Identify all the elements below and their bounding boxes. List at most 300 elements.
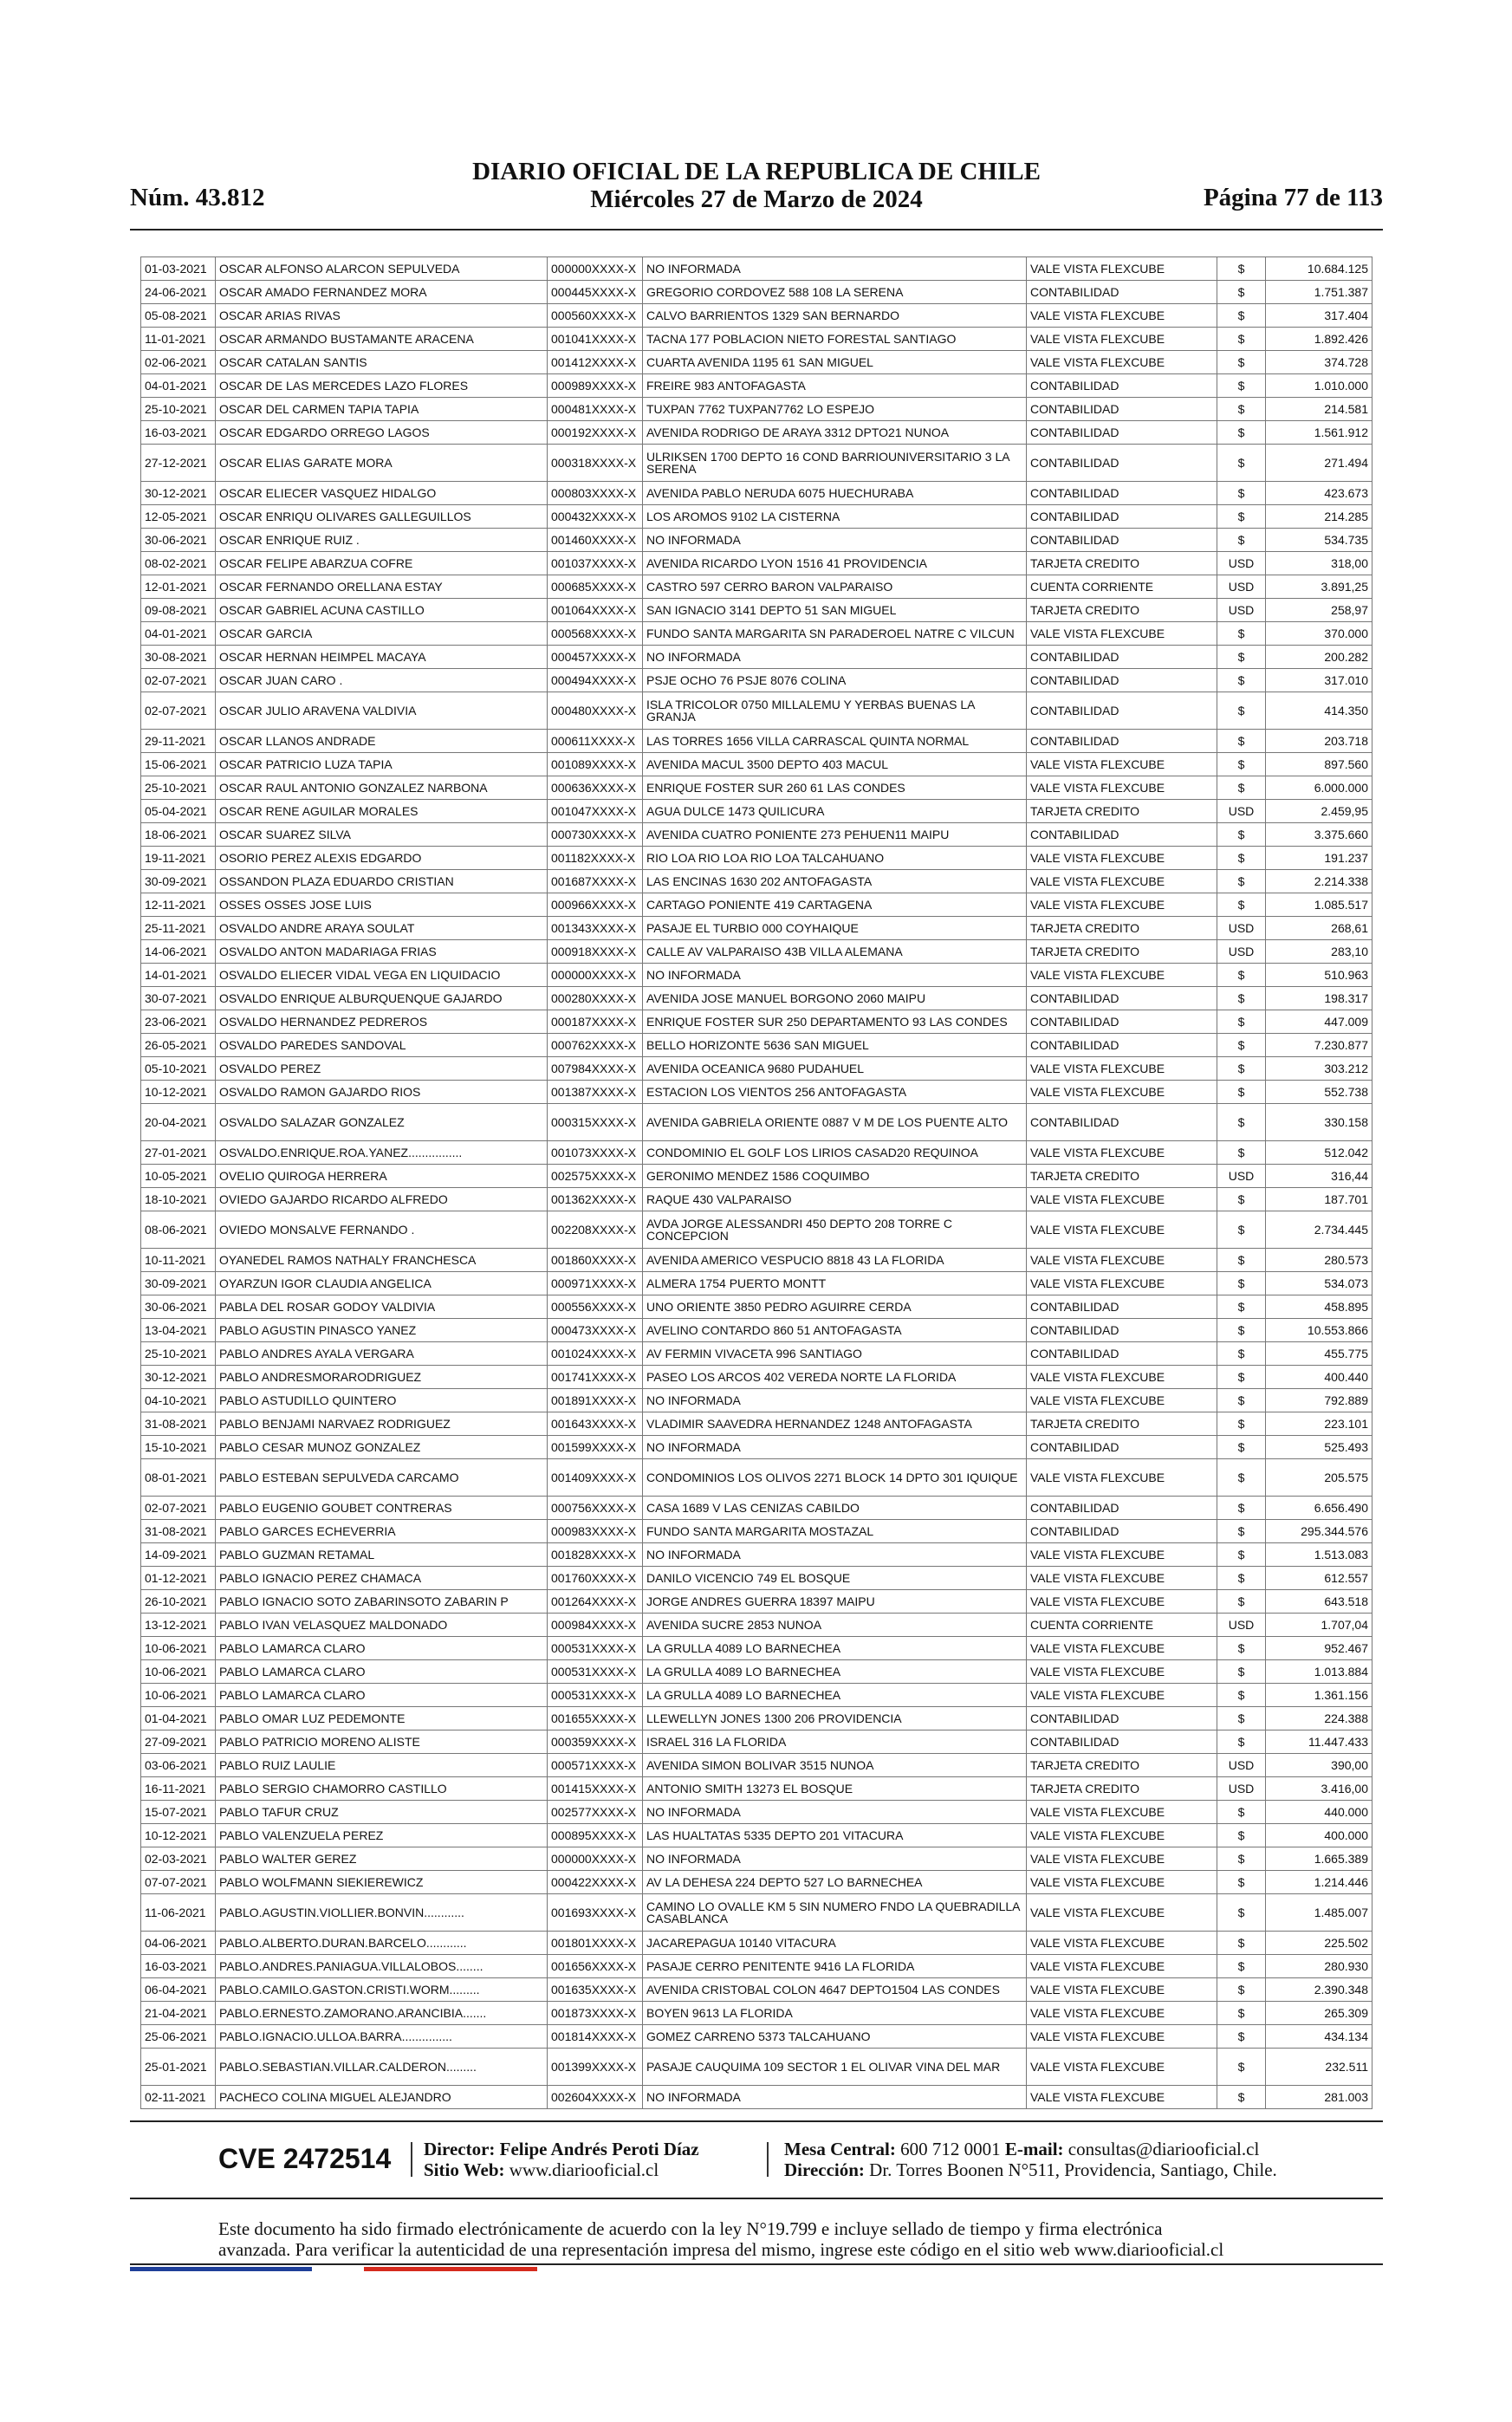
cell-date: 14-01-2021 [141, 964, 216, 987]
cell-amount: 952.467 [1266, 1637, 1372, 1660]
table-row [141, 304, 1372, 328]
cell-amount: 1.513.083 [1266, 1543, 1372, 1567]
cell-rut: 002208XXXX-X [548, 1211, 643, 1249]
cell-currency: $ [1217, 1543, 1266, 1567]
footer-top-rule [130, 2120, 1383, 2122]
page-header [130, 158, 1383, 218]
cell-name: OVELIO QUIROGA HERRERA [216, 1165, 548, 1188]
cell-currency: $ [1217, 1141, 1266, 1165]
cell-name: PABLO GUZMAN RETAMAL [216, 1543, 548, 1567]
director-label: Director: [424, 2139, 496, 2159]
cell-name: OSVALDO RAMON GAJARDO RIOS [216, 1081, 548, 1104]
table-row [141, 1754, 1372, 1777]
cell-payment-type: CONTABILIDAD [1027, 421, 1217, 445]
cell-currency: $ [1217, 1319, 1266, 1342]
cell-name: PABLO OMAR LUZ PEDEMONTE [216, 1707, 548, 1730]
cell-payment-type: VALE VISTA FLEXCUBE [1027, 1894, 1217, 1932]
cell-amount: 198.317 [1266, 987, 1372, 1010]
cell-amount: 1.013.884 [1266, 1660, 1372, 1684]
cell-currency: $ [1217, 646, 1266, 669]
cell-name: OSCAR DE LAS MERCEDES LAZO FLORES [216, 374, 548, 398]
cell-date: 04-01-2021 [141, 622, 216, 646]
cell-payment-type: VALE VISTA FLEXCUBE [1027, 1459, 1217, 1497]
cell-rut: 007984XXXX-X [548, 1057, 643, 1081]
cell-rut: 001873XXXX-X [548, 2002, 643, 2025]
cell-rut: 000762XXXX-X [548, 1034, 643, 1057]
table-row [141, 1295, 1372, 1319]
cell-date: 30-08-2021 [141, 646, 216, 669]
masthead [130, 158, 1383, 213]
cell-amount: 612.557 [1266, 1567, 1372, 1590]
site-label: Sitio Web: [424, 2159, 505, 2180]
footer-mid-rule [130, 2198, 1383, 2199]
cell-payment-type: VALE VISTA FLEXCUBE [1027, 776, 1217, 800]
cell-payment-type: TARJETA CREDITO [1027, 1412, 1217, 1436]
cell-rut: 000730XXXX-X [548, 823, 643, 847]
cell-date: 08-01-2021 [141, 1459, 216, 1497]
cell-payment-type: VALE VISTA FLEXCUBE [1027, 622, 1217, 646]
table-row [141, 1543, 1372, 1567]
cell-name: OSVALDO ANDRE ARAYA SOULAT [216, 917, 548, 940]
cell-rut: 001460XXXX-X [548, 529, 643, 552]
cell-name: OSCAR FELIPE ABARZUA COFRE [216, 552, 548, 575]
cell-date: 10-12-2021 [141, 1081, 216, 1104]
footer-divider [411, 2142, 412, 2177]
cell-name: OSCAR RENE AGUILAR MORALES [216, 800, 548, 823]
cell-payment-type: CONTABILIDAD [1027, 281, 1217, 304]
table-row [141, 1777, 1372, 1801]
cell-amount: 10.553.866 [1266, 1319, 1372, 1342]
cell-name: OSCAR DEL CARMEN TAPIA TAPIA [216, 398, 548, 421]
table-row [141, 1894, 1372, 1932]
cell-address: AVENIDA SUCRE 2853 NUNOA [643, 1614, 1027, 1637]
cell-address: LA GRULLA 4089 LO BARNECHEA [643, 1660, 1027, 1684]
cell-payment-type: VALE VISTA FLEXCUBE [1027, 847, 1217, 870]
table-row [141, 1520, 1372, 1543]
cell-name: PABLO BENJAMI NARVAEZ RODRIGUEZ [216, 1412, 548, 1436]
notice-line: Este documento ha sido firmado electrónicamente de acuerdo con la ley N°19.799 e incluye sellado de tiempo y firma electrónica [218, 2218, 1163, 2239]
cell-rut: 001599XXXX-X [548, 1436, 643, 1459]
cell-payment-type: VALE VISTA FLEXCUBE [1027, 2086, 1217, 2109]
cell-payment-type: VALE VISTA FLEXCUBE [1027, 1366, 1217, 1389]
cell-payment-type: CONTABILIDAD [1027, 374, 1217, 398]
page-indicator: Página 77 de 113 [1203, 184, 1383, 211]
flag-stripe-white [312, 2267, 364, 2271]
cell-address: AVENIDA MACUL 3500 DEPTO 403 MACUL [643, 753, 1027, 776]
cell-payment-type: TARJETA CREDITO [1027, 800, 1217, 823]
table-row [141, 575, 1372, 599]
flag-stripe-red [364, 2267, 537, 2271]
cell-rut: 000984XXXX-X [548, 1614, 643, 1637]
cell-amount: 458.895 [1266, 1295, 1372, 1319]
cell-amount: 7.230.877 [1266, 1034, 1372, 1057]
cell-currency: $ [1217, 870, 1266, 893]
cell-currency: USD [1217, 575, 1266, 599]
cell-name: PABLO WOLFMANN SIEKIEREWICZ [216, 1871, 548, 1894]
cell-currency: $ [1217, 505, 1266, 529]
table-row [141, 823, 1372, 847]
cell-currency: $ [1217, 964, 1266, 987]
cell-name: PABLO.IGNACIO.ULLOA.BARRA............... [216, 2025, 548, 2049]
cell-payment-type: TARJETA CREDITO [1027, 552, 1217, 575]
cell-date: 16-03-2021 [141, 1955, 216, 1978]
cell-date: 31-08-2021 [141, 1520, 216, 1543]
table-row [141, 505, 1372, 529]
cell-currency: $ [1217, 2086, 1266, 2109]
cell-payment-type: TARJETA CREDITO [1027, 1754, 1217, 1777]
table-row [141, 1389, 1372, 1412]
cell-rut: 000315XXXX-X [548, 1104, 643, 1141]
cell-name: OSVALDO ENRIQUE ALBURQUENQUE GAJARDO [216, 987, 548, 1010]
cell-name: OSCAR ALFONSO ALARCON SEPULVEDA [216, 257, 548, 281]
cell-address: NO INFORMADA [643, 1436, 1027, 1459]
cell-date: 02-03-2021 [141, 1847, 216, 1871]
issue-number: Núm. 43.812 [130, 184, 265, 211]
table-row [141, 2086, 1372, 2109]
cell-currency: $ [1217, 753, 1266, 776]
table-row [141, 1955, 1372, 1978]
table-row [141, 1567, 1372, 1590]
cell-name: OSCAR ELIECER VASQUEZ HIDALGO [216, 482, 548, 505]
table-row [141, 2049, 1372, 2086]
cell-date: 18-06-2021 [141, 823, 216, 847]
cell-name: OSVALDO HERNANDEZ PEDREROS [216, 1010, 548, 1034]
table-row [141, 1871, 1372, 1894]
cell-payment-type: VALE VISTA FLEXCUBE [1027, 1978, 1217, 2002]
cell-date: 30-12-2021 [141, 482, 216, 505]
cell-address: AVENIDA AMERICO VESPUCIO 8818 43 LA FLORIDA [643, 1249, 1027, 1272]
cell-amount: 400.440 [1266, 1366, 1372, 1389]
cell-name: PABLO SERGIO CHAMORRO CASTILLO [216, 1777, 548, 1801]
cell-payment-type: VALE VISTA FLEXCUBE [1027, 1684, 1217, 1707]
cell-name: OSCAR CATALAN SANTIS [216, 351, 548, 374]
cell-amount: 423.673 [1266, 482, 1372, 505]
cell-name: OSCAR JULIO ARAVENA VALDIVIA [216, 692, 548, 730]
flag-stripe-blue [130, 2267, 312, 2271]
cell-name: PABLO WALTER GEREZ [216, 1847, 548, 1871]
cell-amount: 11.447.433 [1266, 1730, 1372, 1754]
cell-date: 24-06-2021 [141, 281, 216, 304]
cell-payment-type: CONTABILIDAD [1027, 1010, 1217, 1034]
cell-payment-type: CONTABILIDAD [1027, 1520, 1217, 1543]
cell-rut: 000422XXXX-X [548, 1871, 643, 1894]
cell-name: OVIEDO MONSALVE FERNANDO . [216, 1211, 548, 1249]
table-row [141, 552, 1372, 575]
cell-address: AGUA DULCE 1473 QUILICURA [643, 800, 1027, 823]
cell-amount: 223.101 [1266, 1412, 1372, 1436]
cell-date: 10-06-2021 [141, 1660, 216, 1684]
cell-payment-type: VALE VISTA FLEXCUBE [1027, 753, 1217, 776]
cell-currency: $ [1217, 1978, 1266, 2002]
cell-rut: 000531XXXX-X [548, 1660, 643, 1684]
cell-date: 15-07-2021 [141, 1801, 216, 1824]
cell-date: 30-09-2021 [141, 870, 216, 893]
cell-name: OSVALDO PAREDES SANDOVAL [216, 1034, 548, 1057]
cell-rut: 001693XXXX-X [548, 1894, 643, 1932]
cell-name: PABLO.ALBERTO.DURAN.BARCELO............ [216, 1932, 548, 1955]
cell-name: PABLO ESTEBAN SEPULVEDA CARCAMO [216, 1459, 548, 1497]
cell-rut: 001760XXXX-X [548, 1567, 643, 1590]
cell-amount: 414.350 [1266, 692, 1372, 730]
email-label: E-mail: [1004, 2139, 1064, 2159]
cell-date: 11-01-2021 [141, 328, 216, 351]
table-row [141, 1141, 1372, 1165]
cell-payment-type: CONTABILIDAD [1027, 1342, 1217, 1366]
cell-date: 02-06-2021 [141, 351, 216, 374]
cell-address: FUNDO SANTA MARGARITA SN PARADEROEL NATRE C VILCUN [643, 622, 1027, 646]
cell-payment-type: VALE VISTA FLEXCUBE [1027, 1824, 1217, 1847]
cell-address: ISRAEL 316 LA FLORIDA [643, 1730, 1027, 1754]
cell-address: LAS HUALTATAS 5335 DEPTO 201 VITACURA [643, 1824, 1027, 1847]
cell-currency: $ [1217, 1366, 1266, 1389]
cell-amount: 318,00 [1266, 552, 1372, 575]
cell-date: 04-01-2021 [141, 374, 216, 398]
cell-rut: 001343XXXX-X [548, 917, 643, 940]
cell-address: NO INFORMADA [643, 646, 1027, 669]
table-row [141, 800, 1372, 823]
cell-name: OSSES OSSES JOSE LUIS [216, 893, 548, 917]
cell-amount: 510.963 [1266, 964, 1372, 987]
cell-date: 19-11-2021 [141, 847, 216, 870]
cell-address: PASEO LOS ARCOS 402 VEREDA NORTE LA FLORIDA [643, 1366, 1027, 1389]
cell-address: ENRIQUE FOSTER SUR 250 DEPARTAMENTO 93 LAS CONDES [643, 1010, 1027, 1034]
cell-payment-type: VALE VISTA FLEXCUBE [1027, 351, 1217, 374]
cell-payment-type: VALE VISTA FLEXCUBE [1027, 893, 1217, 917]
cell-date: 01-03-2021 [141, 257, 216, 281]
cell-date: 25-06-2021 [141, 2025, 216, 2049]
cell-currency: $ [1217, 1660, 1266, 1684]
cell-date: 25-10-2021 [141, 398, 216, 421]
cell-name: OSVALDO ANTON MADARIAGA FRIAS [216, 940, 548, 964]
cell-name: PABLO TAFUR CRUZ [216, 1801, 548, 1824]
cell-address: AVENIDA JOSE MANUEL BORGONO 2060 MAIPU [643, 987, 1027, 1010]
cell-amount: 225.502 [1266, 1932, 1372, 1955]
cell-amount: 1.485.007 [1266, 1894, 1372, 1932]
cell-currency: $ [1217, 482, 1266, 505]
table-row [141, 1104, 1372, 1141]
cell-currency: USD [1217, 599, 1266, 622]
cell-name: PABLA DEL ROSAR GODOY VALDIVIA [216, 1295, 548, 1319]
table-row [141, 1847, 1372, 1871]
cell-name: PABLO ASTUDILLO QUINTERO [216, 1389, 548, 1412]
cell-amount: 2.734.445 [1266, 1211, 1372, 1249]
cell-name: OSCAR GABRIEL ACUNA CASTILLO [216, 599, 548, 622]
cell-rut: 000445XXXX-X [548, 281, 643, 304]
cell-address: NO INFORMADA [643, 257, 1027, 281]
cell-name: OSCAR ENRIQU OLIVARES GALLEGUILLOS [216, 505, 548, 529]
cell-amount: 1.561.912 [1266, 421, 1372, 445]
table-row [141, 1412, 1372, 1436]
cell-currency: $ [1217, 847, 1266, 870]
cell-amount: 271.494 [1266, 445, 1372, 482]
cell-amount: 1.751.387 [1266, 281, 1372, 304]
table-row [141, 1824, 1372, 1847]
cell-address: DANILO VICENCIO 749 EL BOSQUE [643, 1567, 1027, 1590]
cell-date: 13-12-2021 [141, 1614, 216, 1637]
cell-rut: 002575XXXX-X [548, 1165, 643, 1188]
cell-currency: $ [1217, 529, 1266, 552]
cell-date: 12-01-2021 [141, 575, 216, 599]
cell-rut: 001828XXXX-X [548, 1543, 643, 1567]
cell-name: PABLO IVAN VELASQUEZ MALDONADO [216, 1614, 548, 1637]
cell-currency: $ [1217, 304, 1266, 328]
email-link[interactable]: consultas@diariooficial.cl [1067, 2139, 1260, 2159]
cell-rut: 000531XXXX-X [548, 1684, 643, 1707]
cell-amount: 2.390.348 [1266, 1978, 1372, 2002]
cell-address: AVENIDA RICARDO LYON 1516 41 PROVIDENCIA [643, 552, 1027, 575]
cell-address: LA GRULLA 4089 LO BARNECHEA [643, 1684, 1027, 1707]
cell-address: PASAJE EL TURBIO 000 COYHAIQUE [643, 917, 1027, 940]
cell-address: RIO LOA RIO LOA RIO LOA TALCAHUANO [643, 847, 1027, 870]
cell-date: 20-04-2021 [141, 1104, 216, 1141]
cell-name: OSCAR GARCIA [216, 622, 548, 646]
cell-name: OSCAR RAUL ANTONIO GONZALEZ NARBONA [216, 776, 548, 800]
cell-amount: 330.158 [1266, 1104, 1372, 1141]
table-row [141, 328, 1372, 351]
cell-rut: 001409XXXX-X [548, 1459, 643, 1497]
cell-payment-type: VALE VISTA FLEXCUBE [1027, 1249, 1217, 1272]
cell-payment-type: CUENTA CORRIENTE [1027, 1614, 1217, 1637]
cve-code: CVE 2472514 [218, 2143, 392, 2174]
cell-rut: 000636XXXX-X [548, 776, 643, 800]
cell-currency: $ [1217, 1389, 1266, 1412]
cell-amount: 295.344.576 [1266, 1520, 1372, 1543]
cell-amount: 1.010.000 [1266, 374, 1372, 398]
cell-rut: 000571XXXX-X [548, 1754, 643, 1777]
cell-currency: $ [1217, 1342, 1266, 1366]
cell-address: CONDOMINIOS LOS OLIVOS 2271 BLOCK 14 DPTO 301 IQUIQUE [643, 1459, 1027, 1497]
cell-date: 10-05-2021 [141, 1165, 216, 1188]
cell-currency: $ [1217, 692, 1266, 730]
address-label: Dirección: [784, 2159, 865, 2180]
cell-name: PABLO LAMARCA CLARO [216, 1660, 548, 1684]
cell-address: AV LA DEHESA 224 DEPTO 527 LO BARNECHEA [643, 1871, 1027, 1894]
table-row [141, 893, 1372, 917]
cell-amount: 200.282 [1266, 646, 1372, 669]
cell-rut: 000494XXXX-X [548, 669, 643, 692]
table-row [141, 847, 1372, 870]
cell-date: 16-03-2021 [141, 421, 216, 445]
cell-rut: 001801XXXX-X [548, 1932, 643, 1955]
cell-date: 05-10-2021 [141, 1057, 216, 1081]
cell-date: 08-06-2021 [141, 1211, 216, 1249]
cell-name: OSVALDO SALAZAR GONZALEZ [216, 1104, 548, 1141]
notice-line: avanzada. Para verificar la autenticidad de una representación impresa del mismo, ingrese este código en el sitio web www.diariooficial.cl [218, 2239, 1224, 2260]
cell-amount: 390,00 [1266, 1754, 1372, 1777]
cell-date: 11-06-2021 [141, 1894, 216, 1932]
cell-payment-type: VALE VISTA FLEXCUBE [1027, 2049, 1217, 2086]
header-rule [130, 229, 1383, 231]
table-row [141, 482, 1372, 505]
cell-name: PABLO.AGUSTIN.VIOLLIER.BONVIN............ [216, 1894, 548, 1932]
cell-address: NO INFORMADA [643, 1543, 1027, 1567]
cell-date: 10-06-2021 [141, 1684, 216, 1707]
cell-currency: $ [1217, 823, 1266, 847]
cell-payment-type: CONTABILIDAD [1027, 987, 1217, 1010]
cell-rut: 000966XXXX-X [548, 893, 643, 917]
table-row [141, 692, 1372, 730]
cell-currency: $ [1217, 622, 1266, 646]
table-row [141, 529, 1372, 552]
cell-name: OSCAR PATRICIO LUZA TAPIA [216, 753, 548, 776]
publication-date: Miércoles 27 de Marzo de 2024 [590, 185, 923, 213]
cell-date: 05-08-2021 [141, 304, 216, 328]
cell-currency: $ [1217, 1295, 1266, 1319]
cell-payment-type: VALE VISTA FLEXCUBE [1027, 1637, 1217, 1660]
cell-name: PABLO RUIZ LAULIE [216, 1754, 548, 1777]
cell-date: 27-09-2021 [141, 1730, 216, 1754]
cell-address: PSJE OCHO 76 PSJE 8076 COLINA [643, 669, 1027, 692]
cell-currency: $ [1217, 1801, 1266, 1824]
cell-amount: 1.892.426 [1266, 328, 1372, 351]
cell-name: PABLO.SEBASTIAN.VILLAR.CALDERON......... [216, 2049, 548, 2086]
cell-payment-type: VALE VISTA FLEXCUBE [1027, 1590, 1217, 1614]
cell-payment-type: CONTABILIDAD [1027, 505, 1217, 529]
cell-amount: 447.009 [1266, 1010, 1372, 1034]
cell-amount: 6.656.490 [1266, 1497, 1372, 1520]
cell-rut: 000000XXXX-X [548, 1847, 643, 1871]
cell-payment-type: CONTABILIDAD [1027, 1034, 1217, 1057]
cell-payment-type: CONTABILIDAD [1027, 646, 1217, 669]
cell-amount: 792.889 [1266, 1389, 1372, 1412]
cell-date: 10-12-2021 [141, 1824, 216, 1847]
cell-date: 14-06-2021 [141, 940, 216, 964]
cell-amount: 3.375.660 [1266, 823, 1372, 847]
cell-rut: 001655XXXX-X [548, 1707, 643, 1730]
cell-amount: 203.718 [1266, 730, 1372, 753]
cell-payment-type: CONTABILIDAD [1027, 482, 1217, 505]
cell-payment-type: CONTABILIDAD [1027, 398, 1217, 421]
cell-payment-type: CONTABILIDAD [1027, 1730, 1217, 1754]
cell-rut: 000560XXXX-X [548, 304, 643, 328]
cell-address: TACNA 177 POBLACION NIETO FORESTAL SANTIAGO [643, 328, 1027, 351]
cell-rut: 000568XXXX-X [548, 622, 643, 646]
cell-currency: $ [1217, 1730, 1266, 1754]
cell-rut: 000280XXXX-X [548, 987, 643, 1010]
cell-currency: $ [1217, 2025, 1266, 2049]
cell-currency: $ [1217, 1272, 1266, 1295]
cell-rut: 000480XXXX-X [548, 692, 643, 730]
flag-stripe [130, 2267, 1383, 2271]
cell-name: OSCAR FERNANDO ORELLANA ESTAY [216, 575, 548, 599]
table-row [141, 1272, 1372, 1295]
cell-rut: 001089XXXX-X [548, 753, 643, 776]
cell-date: 01-12-2021 [141, 1567, 216, 1590]
cell-name: OSVALDO.ENRIQUE.ROA.YANEZ................ [216, 1141, 548, 1165]
table-row [141, 1034, 1372, 1057]
cell-address: AVDA JORGE ALESSANDRI 450 DEPTO 208 TORRE C CONCEPCION [643, 1211, 1027, 1249]
cell-amount: 316,44 [1266, 1165, 1372, 1188]
cell-address: AV FERMIN VIVACETA 996 SANTIAGO [643, 1342, 1027, 1366]
cell-rut: 001860XXXX-X [548, 1249, 643, 1272]
site-link[interactable]: www.diariooficial.cl [509, 2159, 659, 2180]
cell-address: AVENIDA OCEANICA 9680 PUDAHUEL [643, 1057, 1027, 1081]
cell-amount: 317.010 [1266, 669, 1372, 692]
cell-address: PASAJE CERRO PENITENTE 9416 LA FLORIDA [643, 1955, 1027, 1978]
cell-amount: 1.361.156 [1266, 1684, 1372, 1707]
cell-address: CASA 1689 V LAS CENIZAS CABILDO [643, 1497, 1027, 1520]
cell-name: PABLO IGNACIO PEREZ CHAMACA [216, 1567, 548, 1590]
cell-rut: 001741XXXX-X [548, 1366, 643, 1389]
cell-currency: $ [1217, 374, 1266, 398]
table-row [141, 398, 1372, 421]
cell-date: 04-06-2021 [141, 1932, 216, 1955]
cell-date: 02-07-2021 [141, 669, 216, 692]
cell-payment-type: VALE VISTA FLEXCUBE [1027, 1389, 1217, 1412]
table-row [141, 1707, 1372, 1730]
cell-address: JORGE ANDRES GUERRA 18397 MAIPU [643, 1590, 1027, 1614]
table-row [141, 987, 1372, 1010]
